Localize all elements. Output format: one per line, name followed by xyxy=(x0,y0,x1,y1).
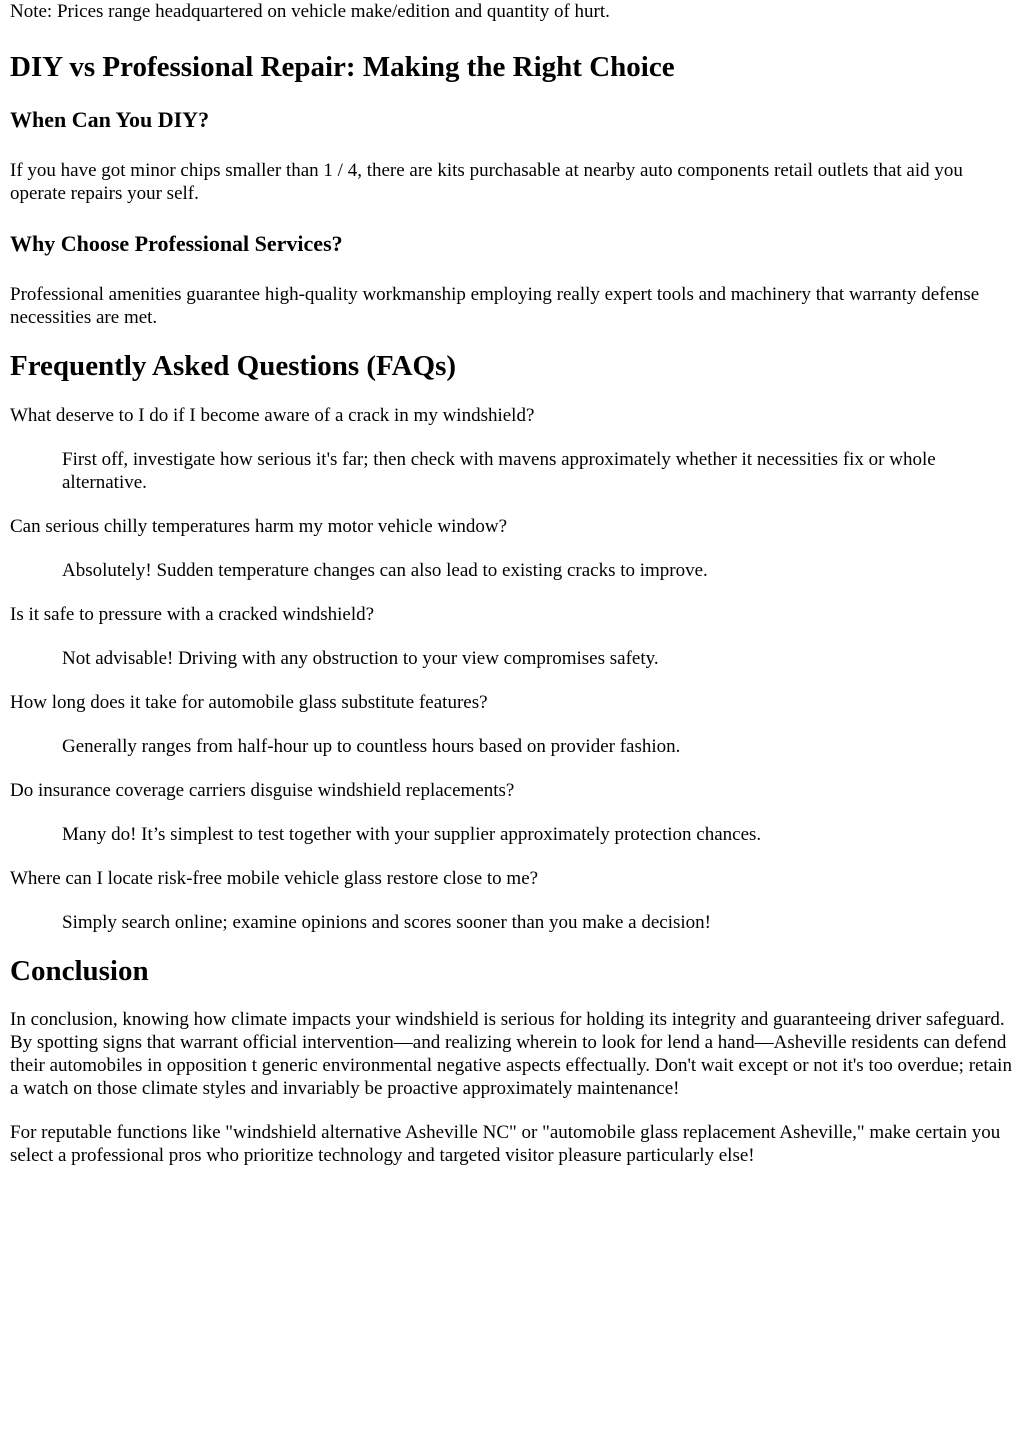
faq-answer: Absolutely! Sudden temperature changes can also lead to existing cracks to improve. xyxy=(62,560,708,581)
faq-answer: First off, investigate how serious it's far; then check with mavens approximately whether it necessities fix or whole alternative. xyxy=(62,449,936,493)
price-note: Note: Prices range headquartered on vehicle make/edition and quantity of hurt. xyxy=(10,1,610,22)
faq-answer: Not advisable! Driving with any obstruction to your view compromises safety. xyxy=(62,648,659,669)
faq-question: Can serious chilly temperatures harm my motor vehicle window? xyxy=(10,516,508,537)
why-pro-heading: Why Choose Professional Services? xyxy=(10,231,343,256)
faq-list xyxy=(10,404,1018,934)
when-diy-paragraph: If you have got minor chips smaller than 1 / 4, there are kits purchasable at nearby auto components retail outlets that aid you operate repairs your self. xyxy=(10,160,963,204)
diy-section-title: DIY vs Professional Repair: Making the Right Choice xyxy=(10,51,675,83)
document-body xyxy=(10,50,1018,1167)
conclusion-paragraph-2: For reputable functions like "windshield alternative Asheville NC" or "automobile glass replacement Asheville," make certain you select a professional pros who prioritize technology and targeted visitor pleasure particularly else! xyxy=(10,1122,1001,1166)
conclusion-title: Conclusion xyxy=(10,955,149,987)
conclusion-paragraph-1: In conclusion, knowing how climate impacts your windshield is serious for holding its integrity and guaranteeing driver safeguard. By spotting signs that warrant official intervention—and realizing wherein to look for lend a hand—Asheville residents can defend their automobiles in opposition t generic environmental negative aspects effectually. Don't wait except or not it's too overdue; retain a watch on those climate styles and invariably be proactive approximately maintenance! xyxy=(10,1009,1012,1099)
faq-question: Is it safe to pressure with a cracked windshield? xyxy=(10,604,375,625)
faq-question: Do insurance coverage carriers disguise windshield replacements? xyxy=(10,780,515,801)
faq-question: Where can I locate risk-free mobile vehicle glass restore close to me? xyxy=(10,868,539,889)
faq-answer: Generally ranges from half-hour up to countless hours based on provider fashion. xyxy=(62,736,681,757)
why-pro-paragraph: Professional amenities guarantee high-quality workmanship employing really expert tools and machinery that warranty defense necessities are met. xyxy=(10,284,980,328)
faq-answer: Simply search online; examine opinions and scores sooner than you make a decision! xyxy=(62,912,712,933)
faq-question: What deserve to I do if I become aware of a crack in my windshield? xyxy=(10,405,535,426)
when-diy-heading: When Can You DIY? xyxy=(10,107,210,132)
faq-title: Frequently Asked Questions (FAQs) xyxy=(10,350,457,382)
faq-question: How long does it take for automobile glass substitute features? xyxy=(10,692,488,713)
faq-answer: Many do! It’s simplest to test together with your supplier approximately protection chances. xyxy=(62,824,762,845)
